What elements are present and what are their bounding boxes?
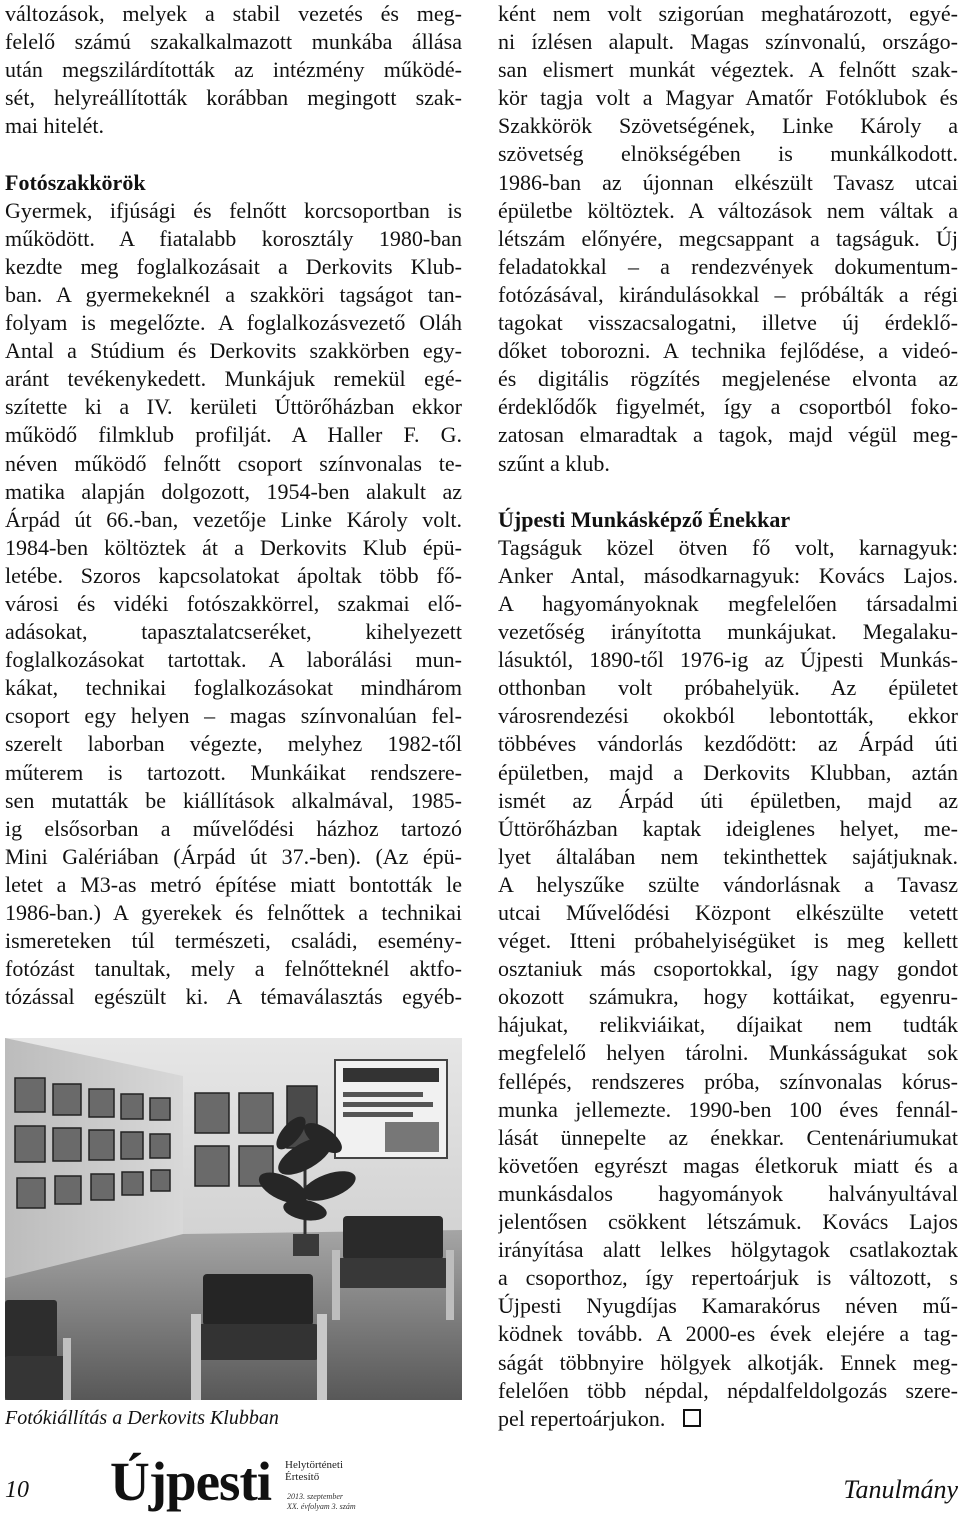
text-line: ként nem volt szigorúan meghatározott, egyé- (498, 1, 958, 26)
text-line: utcai Művelődési Központ elkészülte vetett (498, 900, 958, 925)
photo-poster (335, 1060, 447, 1158)
text-line: munka jellemezte. 1990-ben 100 éves fennál- (498, 1096, 958, 1122)
page-number: 10 (5, 1477, 29, 1503)
text-line: működő filmklub profilját. A Haller F. G. (5, 422, 462, 448)
photo-caption: Fotókiállítás a Derkovits Klubban (5, 1407, 279, 1429)
text-line: matika alapján dolgozott, 1954-ben alakult az (5, 478, 462, 504)
text-line: okozott számukra, hogy kottáikat, egyenru- (498, 984, 958, 1010)
text-line: fellépés, rendszeres próba, színvonalas kórus- (498, 1068, 958, 1094)
text-line: tózással egészült ki. A témaválasztás egyéb- (5, 984, 462, 1010)
text-line: műterem is tartozott. Munkáikat rendszere- (5, 759, 462, 785)
text-line: Mini Galériában (Árpád út 37.-ben). (Az épü- (5, 843, 462, 869)
text-line: és digitális rögzítés megjelenése elvonta az (498, 366, 958, 392)
text-line: Anker Antal, másodkarnagyuk: Kovács Lajos. (498, 562, 958, 588)
text-line: után megszilárdították az intézmény működé- (5, 57, 462, 83)
text-line: lyet általában nem tekinthettek sajátjuknak. (498, 843, 958, 869)
issue-date: 2013. szeptember (287, 1492, 343, 1501)
text-line: zatosan elmaradtak a tagok, majd végül meg- (498, 422, 958, 448)
text-line: feladatokkal – a rendezvények dokumentum- (498, 253, 958, 279)
masthead-subtitle-line: Értesítő (285, 1471, 320, 1483)
text-line: hájukat, relikviáikat, díjaikat nem tudták (498, 1012, 958, 1038)
text-line: aránt tevékenykedett. Munkájuk remekül egé- (5, 366, 462, 392)
text-line (498, 1405, 958, 1433)
text-line: felelően több népdal, népdalfeldolgozás szere- (498, 1377, 958, 1403)
text-line: ni ízlésen alapult. Magas színvonalú, országo- (498, 29, 958, 55)
text-line: tagokat visszacsalogatni, illetve új érdeklő- (498, 310, 958, 336)
paragraph (498, 534, 958, 1433)
issue-volume: XX. évfolyam 3. szám (287, 1502, 356, 1511)
section-label: Tanulmány (843, 1475, 958, 1504)
text-line: fotózásával, kirándulásokkal – próbálták a régi (498, 281, 958, 307)
exhibition-photo (5, 1038, 462, 1400)
text-line: megfelelő helyen tárolni. Munkásságukat sok (498, 1040, 958, 1066)
text-line: kákat, technikai foglalkozásokat mindhárom (5, 675, 462, 701)
text-line: san elismert munkát végeztek. A felnőtt szak- (498, 57, 958, 83)
text-line: sét, helyreállították korábban megingott szak- (5, 85, 462, 111)
text-line: érdeklődők figyelmét, így a csoportból foko- (498, 394, 958, 420)
text-line: ismereteken túl természeti, családi, esemény- (5, 928, 462, 954)
text-line: követően egyrészt magas életkoruk miatt és a (498, 1152, 958, 1178)
text-line: Úttörőházban kaptak ideiglenes helyet, me- (498, 815, 958, 841)
text-line: Szakkörök Szövetségének, Linke Károly a (498, 113, 958, 139)
text-line: kezdte meg foglalkozásait a Derkovits Klub- (5, 253, 462, 279)
text-line: ig elsősorban a művelődési házhoz tartozó (5, 815, 462, 841)
masthead-issue (287, 1492, 356, 1512)
paragraph (5, 0, 462, 140)
section-heading: Fotószakkörök (5, 169, 146, 195)
text-line: otthonban volt próbahelyük. Az épületet (498, 675, 958, 701)
text-line: Tagságuk közel ötven fő volt, karnagyuk: (498, 534, 958, 560)
text-line: többéves vándorlás kezdődött: az Árpád úti (498, 731, 958, 757)
end-of-article-square-icon (683, 1409, 701, 1427)
text-line: munkásdalos hagyományok halványultával (498, 1180, 958, 1206)
text-line: változások, melyek a stabil vezetés és meg- (5, 1, 462, 26)
section-heading: Újpesti Munkásképző Énekkar (498, 506, 791, 532)
text-line: felelő számú szakalkalmazott munkába állása (5, 29, 462, 55)
paragraph (498, 0, 958, 478)
text-line: fotózást tanultak, mely a felnőtteknél aktfo- (5, 956, 462, 982)
text-line: letébe. Szoros kapcsolatokat ápoltak több fő- (5, 562, 462, 588)
text-line: foglalkozásokat tartottak. A laborálási mun- (5, 647, 462, 673)
text-line: lásuktól, 1890-től 1976-ig az Újpesti Munkás- (498, 647, 958, 673)
text-line: néven működő felnőtt csoport színvonalas te- (5, 450, 462, 476)
text-line: Gyermek, ifjúsági és felnőtt korcsoportban is (5, 197, 462, 223)
text-line: A helyszűke szülte vándorlásnak a Tavasz (498, 871, 958, 897)
text-line: 1986-ban az újonnan elkészült Tavasz utcai (498, 169, 958, 195)
paragraph (5, 197, 462, 1012)
text-line: szítette ki a IV. kerületi Úttörőházban ekkor (5, 394, 462, 420)
left-text-column (5, 0, 462, 1011)
text-line: lását ünnepelte az énekkar. Centenáriumukat (498, 1124, 958, 1150)
text-line: Árpád út 66.-ban, vezetője Linke Károly volt. (5, 506, 462, 532)
text-line: vezetőség irányította munkájukat. Megalaku- (498, 619, 958, 645)
text-line: épületben, majd a Derkovits Klubban, aztán (498, 759, 958, 785)
masthead-title: Újpesti (110, 1451, 272, 1512)
text-line: a csoporthoz, így repertoárjuk is változott, s (498, 1265, 958, 1291)
text-line-content: pel repertoárjukon. (498, 1405, 666, 1431)
text-line: mai hitelét. (5, 113, 104, 139)
text-line: szövetség elnökségében is munkálkodott. (498, 141, 958, 167)
text-line: működött. A fiatalabb korosztály 1980-ban (5, 225, 462, 251)
right-text-column (498, 0, 958, 1433)
text-line: irányítása alatt lelkes hölgytagok csatlakoztak (498, 1237, 958, 1263)
text-line: letet a M3-as metró építése miatt bontották le (5, 871, 462, 897)
text-line: adásokat, tapasztalatcseréket, kihelyezett (5, 619, 462, 645)
text-line: szűnt a klub. (498, 450, 610, 476)
text-line: 1984-ben költöztek át a Derkovits Klub épü- (5, 534, 462, 560)
text-line: dőket toborozni. A technika fejlődése, a videó- (498, 338, 958, 364)
text-line: 1986-ban.) A gyerekek és felnőttek a technikai (5, 900, 462, 925)
text-line: véget. Itteni próbahelyiségüket is meg kellett (498, 928, 958, 954)
masthead-subtitle-line: Helytörténeti (285, 1459, 344, 1471)
text-line: szerelt laborban végezte, melyhez 1982-től (5, 731, 462, 757)
text-line: folyam is megelőzte. A foglalkozásvezető Oláh (5, 310, 462, 336)
masthead-subtitle (285, 1459, 343, 1483)
text-line: épületbe költöztek. A változások nem váltak a (498, 197, 958, 223)
text-line: osztaniuk más csoportokkal, így nagy gondot (498, 956, 958, 982)
text-line: ködnek tovább. A 2000-es évek elejére a tag- (498, 1321, 958, 1347)
text-line: sen mutatták be kiállítások alkalmával, 1985- (5, 787, 462, 813)
text-line: ban. A gyermekeknél a szakköri tagságot tan- (5, 281, 462, 307)
text-line: városrendezési okokból lebontották, ekkor (498, 703, 958, 729)
text-line: A hagyományoknak megfelelően társadalmi (498, 590, 958, 616)
text-line: csoport egy helyen – magas színvonalúan fel- (5, 703, 462, 729)
text-line: jelentősen csökkent létszámuk. Kovács Lajos (498, 1209, 958, 1235)
text-line: városi és vidéki fotószakkörrel, szakmai elő- (5, 590, 462, 616)
text-line: ismét az Árpád úti épületben, majd az (498, 787, 958, 813)
text-line: kör tagja volt a Magyar Amatőr Fotóklubok és (498, 85, 958, 111)
text-line: Újpesti Nyugdíjas Kamarakórus néven mű- (498, 1293, 958, 1319)
text-line: létszám előnyére, megcsappant a tagságuk. Új (498, 225, 958, 251)
text-line: ságát többnyire hölgyek alkotják. Ennek meg- (498, 1349, 958, 1375)
text-line: Antal a Stúdium és Derkovits szakkörben egy- (5, 338, 462, 364)
